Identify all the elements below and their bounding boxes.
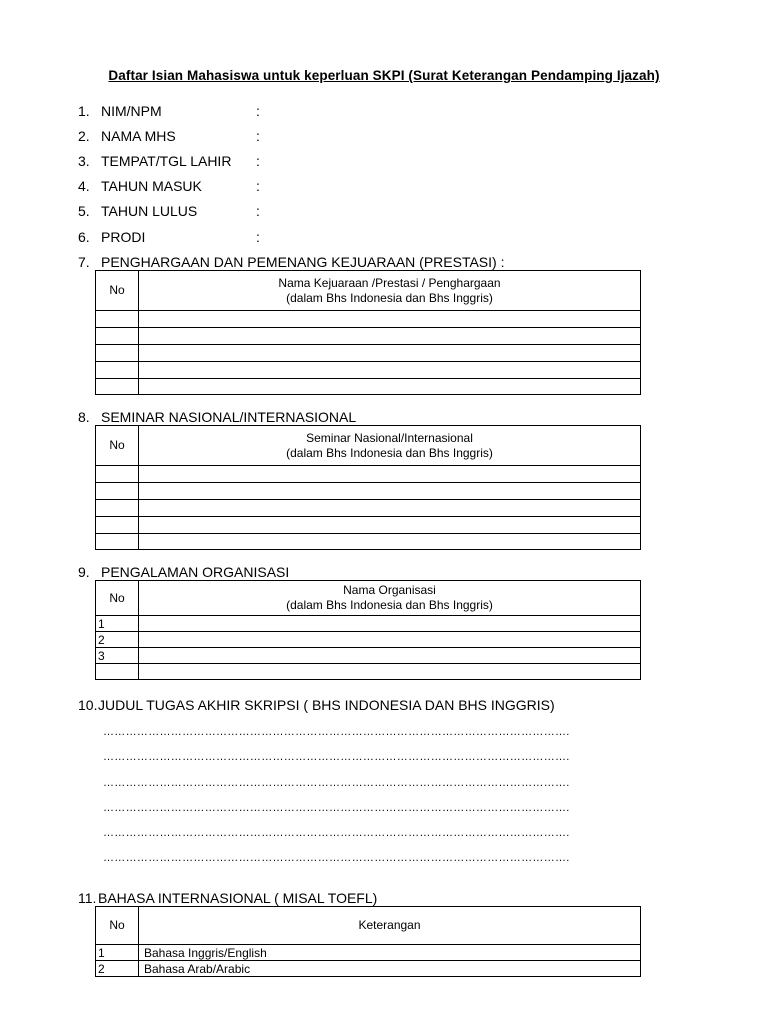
- table-row: [96, 648, 641, 664]
- cell-no: 2: [96, 632, 139, 648]
- column-header-subtitle: (dalam Bhs Indonesia dan Bhs Inggris): [286, 598, 493, 612]
- column-header-no: No: [96, 581, 139, 616]
- dotted-line[interactable]: …………………………………………………………………………………………………………….: [103, 726, 570, 738]
- table-row: [96, 328, 641, 345]
- table-row: [96, 500, 641, 517]
- field-label: TEMPAT/TGL LAHIR: [101, 153, 232, 169]
- table-row: [96, 483, 641, 500]
- section-title: PENGHARGAAN DAN PEMENANG KEJUARAAN (PRESTASI) :: [101, 254, 505, 270]
- cell-no[interactable]: [96, 466, 139, 483]
- section-title: PENGALAMAN ORGANISASI: [101, 564, 290, 580]
- field-tahun-lulus: [78, 202, 260, 220]
- section-number: 9.: [78, 564, 90, 580]
- column-header-main: [139, 581, 641, 616]
- field-number: 6.: [78, 229, 90, 245]
- table-row: [96, 517, 641, 534]
- column-header-no: No: [96, 426, 139, 466]
- column-header-subtitle: (dalam Bhs Indonesia dan Bhs Inggris): [286, 445, 493, 460]
- dotted-line[interactable]: …………………………………………………………………………………………………………….: [103, 777, 570, 789]
- table-row: [96, 945, 641, 961]
- section-prestasi-heading: [78, 253, 504, 271]
- column-header-title: Seminar Nasional/Internasional: [306, 430, 473, 445]
- field-colon: :: [256, 178, 260, 194]
- organisasi-table: [95, 580, 641, 680]
- cell-entry[interactable]: [139, 517, 641, 534]
- table-row: [96, 362, 641, 379]
- cell-no: 1: [96, 945, 139, 961]
- cell-no: 1: [96, 616, 139, 632]
- document-title: Daftar Isian Mahasiswa untuk keperluan SKPI (Surat Keterangan Pendamping Ijazah): [108, 68, 660, 83]
- column-header-main: Keterangan: [139, 907, 641, 945]
- cell-entry[interactable]: [139, 483, 641, 500]
- field-tahun-masuk: [78, 177, 260, 195]
- cell-entry[interactable]: [139, 328, 641, 345]
- table-row: [96, 311, 641, 328]
- column-header-main: [139, 426, 641, 466]
- column-header-subtitle: (dalam Bhs Indonesia dan Bhs Inggris): [286, 290, 493, 305]
- cell-entry[interactable]: [139, 466, 641, 483]
- dotted-line[interactable]: …………………………………………………………………………………………………………….: [103, 852, 570, 864]
- field-label: TAHUN MASUK: [101, 178, 202, 194]
- table-row: [96, 379, 641, 395]
- bahasa-table: [95, 906, 641, 977]
- section-title: JUDUL TUGAS AKHIR SKRIPSI ( BHS INDONESIA DAN BHS INGGRIS): [98, 697, 555, 713]
- table-row: [96, 961, 641, 977]
- field-number: 3.: [78, 153, 90, 169]
- field-number: 4.: [78, 178, 90, 194]
- cell-desc: Bahasa Arab/Arabic: [139, 961, 641, 977]
- section-number: 10.: [78, 697, 98, 713]
- column-header-title: Nama Organisasi: [343, 583, 436, 597]
- cell-entry[interactable]: [139, 379, 641, 395]
- field-number: 1.: [78, 103, 90, 119]
- cell-entry[interactable]: [139, 534, 641, 550]
- field-nim: [78, 102, 260, 120]
- seminar-table: [95, 425, 641, 550]
- section-skripsi-heading: [78, 696, 555, 714]
- field-colon: :: [256, 153, 260, 169]
- field-label: TAHUN LULUS: [101, 203, 198, 219]
- field-label: NAMA MHS: [101, 128, 176, 144]
- cell-no[interactable]: [96, 534, 139, 550]
- cell-no[interactable]: [96, 345, 139, 362]
- cell-entry[interactable]: [139, 664, 641, 680]
- dotted-line[interactable]: …………………………………………………………………………………………………………….: [103, 827, 570, 839]
- cell-no[interactable]: [96, 311, 139, 328]
- cell-no[interactable]: [96, 379, 139, 395]
- cell-no[interactable]: [96, 517, 139, 534]
- cell-entry[interactable]: [139, 500, 641, 517]
- field-number: 2.: [78, 128, 90, 144]
- field-colon: :: [256, 128, 260, 144]
- field-colon: :: [256, 229, 260, 245]
- cell-no: 2: [96, 961, 139, 977]
- section-title: SEMINAR NASIONAL/INTERNASIONAL: [101, 409, 357, 425]
- field-colon: :: [256, 103, 260, 119]
- section-title: BAHASA INTERNASIONAL ( MISAL TOEFL): [98, 890, 378, 906]
- section-organisasi-heading: [78, 563, 289, 581]
- section-number: 8.: [78, 409, 90, 425]
- field-label: PRODI: [101, 229, 146, 245]
- field-ttl: [78, 152, 260, 170]
- table-row: [96, 632, 641, 648]
- cell-no[interactable]: [96, 483, 139, 500]
- field-number: 5.: [78, 203, 90, 219]
- cell-no: 3: [96, 648, 139, 664]
- table-row: [96, 534, 641, 550]
- field-label: NIM/NPM: [101, 103, 162, 119]
- column-header-no: No: [96, 271, 139, 311]
- cell-no[interactable]: [96, 362, 139, 379]
- section-seminar-heading: [78, 408, 356, 426]
- column-header-no: No: [96, 907, 139, 945]
- cell-entry[interactable]: [139, 648, 641, 664]
- cell-entry[interactable]: [139, 311, 641, 328]
- cell-no[interactable]: [96, 328, 139, 345]
- section-number: 11.: [78, 890, 97, 906]
- table-row: [96, 616, 641, 632]
- cell-entry[interactable]: [139, 632, 641, 648]
- field-prodi: [78, 228, 260, 246]
- table-row: [96, 466, 641, 483]
- cell-entry[interactable]: [139, 345, 641, 362]
- cell-entry[interactable]: [139, 362, 641, 379]
- table-row: [96, 345, 641, 362]
- cell-no[interactable]: [96, 500, 139, 517]
- field-colon: :: [256, 203, 260, 219]
- cell-no[interactable]: [96, 664, 139, 680]
- cell-entry[interactable]: [139, 616, 641, 632]
- section-bahasa-heading: [78, 889, 377, 907]
- dotted-line[interactable]: …………………………………………………………………………………………………………….: [103, 751, 570, 763]
- column-header-title: Nama Kejuaraan /Prestasi / Penghargaan: [278, 275, 501, 290]
- field-nama: [78, 127, 260, 145]
- cell-desc: Bahasa Inggris/English: [139, 945, 641, 961]
- column-header-main: [139, 271, 641, 311]
- dotted-line[interactable]: …………………………………………………………………………………………………………….: [103, 802, 570, 814]
- table-row: [96, 664, 641, 680]
- prestasi-table: [95, 270, 641, 395]
- section-number: 7.: [78, 254, 90, 270]
